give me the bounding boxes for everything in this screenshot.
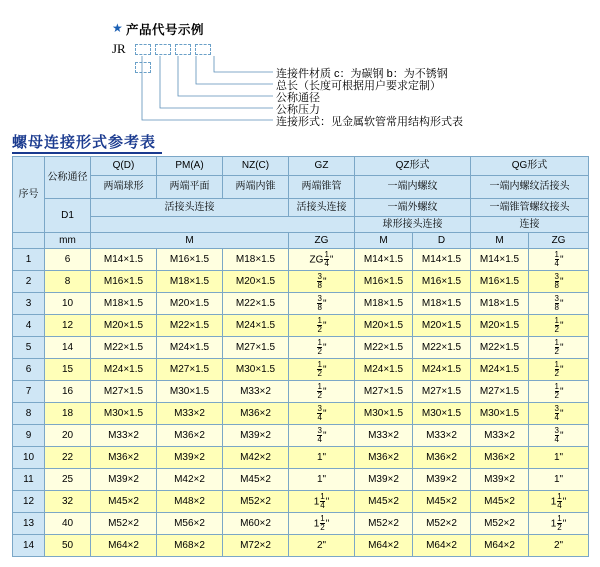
cell-serial: 13 xyxy=(13,513,45,535)
header-code-nz: NZ(C) xyxy=(223,157,289,176)
header-dn-label: 公称通径 xyxy=(45,157,91,199)
cell-gz: 1" xyxy=(289,469,355,491)
cell-nz: M39×2 xyxy=(223,425,289,447)
cell-pm: M48×2 xyxy=(157,491,223,513)
cell-pm: M20×1.5 xyxy=(157,293,223,315)
cell-qz-m: M52×2 xyxy=(355,513,413,535)
header-desc-q: 两端球形 xyxy=(91,176,157,199)
header-blank-span xyxy=(91,217,355,233)
header-unit-zg: ZG xyxy=(289,233,355,249)
cell-qz-m: M45×2 xyxy=(355,491,413,513)
callout-material: 连接件材质 c：为碳钢 b：为不锈钢 xyxy=(276,68,448,80)
header-row-desc xyxy=(13,176,589,199)
header-conn-q-pm-nz: 活接头连接 xyxy=(91,199,289,217)
cell-pm: M22×1.5 xyxy=(157,315,223,337)
cell-qg-zg: $\frac{3}{4}$ " xyxy=(529,425,589,447)
header-unit-serial xyxy=(13,233,45,249)
table-row xyxy=(13,249,589,271)
cell-dn: 18 xyxy=(45,403,91,425)
cell-dn: 20 xyxy=(45,425,91,447)
cell-serial: 8 xyxy=(13,403,45,425)
table-row xyxy=(13,513,589,535)
nut-connection-table xyxy=(12,156,589,557)
cell-qg-zg: 1 $\frac{1}{4}$ " xyxy=(529,491,589,513)
table-row xyxy=(13,293,589,315)
cell-pm: M33×2 xyxy=(157,403,223,425)
header-conn-qg: 连接 xyxy=(471,217,589,233)
cell-gz: $\frac{1}{2}$ " xyxy=(289,315,355,337)
cell-qg-zg: $\frac{1}{2}$ " xyxy=(529,381,589,403)
cell-nz: M72×2 xyxy=(223,535,289,557)
header-unit-qz-d: D xyxy=(413,233,471,249)
product-code-prefix: JR xyxy=(112,41,126,56)
cell-q: M30×1.5 xyxy=(91,403,157,425)
table-row xyxy=(13,469,589,491)
cell-dn: 6 xyxy=(45,249,91,271)
cell-q: M39×2 xyxy=(91,469,157,491)
header-desc2-qg: 一端锥管螺纹接头 xyxy=(471,199,589,217)
cell-serial: 1 xyxy=(13,249,45,271)
cell-gz: $\frac{1}{2}$ " xyxy=(289,381,355,403)
cell-dn: 50 xyxy=(45,535,91,557)
header-row-conn xyxy=(13,199,589,217)
cell-qz-m: M22×1.5 xyxy=(355,337,413,359)
cell-serial: 14 xyxy=(13,535,45,557)
cell-nz: M30×1.5 xyxy=(223,359,289,381)
cell-q: M27×1.5 xyxy=(91,381,157,403)
cell-qz-m: M36×2 xyxy=(355,447,413,469)
cell-dn: 40 xyxy=(45,513,91,535)
cell-q: M24×1.5 xyxy=(91,359,157,381)
cell-nz: M33×2 xyxy=(223,381,289,403)
cell-gz: $\frac{3}{4}$ " xyxy=(289,403,355,425)
cell-serial: 2 xyxy=(13,271,45,293)
cell-dn: 12 xyxy=(45,315,91,337)
cell-nz: M60×2 xyxy=(223,513,289,535)
cell-qg-zg: $\frac{1}{2}$ " xyxy=(529,337,589,359)
cell-serial: 3 xyxy=(13,293,45,315)
cell-qg-zg: 1" xyxy=(529,469,589,491)
cell-pm: M68×2 xyxy=(157,535,223,557)
header-row-codes xyxy=(13,157,589,176)
table-row xyxy=(13,359,589,381)
header-desc-qg: 一端内螺纹活接头 xyxy=(471,176,589,199)
cell-nz: M27×1.5 xyxy=(223,337,289,359)
cell-qz-d: M64×2 xyxy=(413,535,471,557)
header-conn-gz: 活接头连接 xyxy=(289,199,355,217)
cell-serial: 9 xyxy=(13,425,45,447)
cell-nz: M20×1.5 xyxy=(223,271,289,293)
cell-qg-zg: $\frac{1}{2}$ " xyxy=(529,315,589,337)
cell-nz: M52×2 xyxy=(223,491,289,513)
cell-gz: $\frac{3}{8}$ " xyxy=(289,293,355,315)
cell-serial: 10 xyxy=(13,447,45,469)
cell-pm: M24×1.5 xyxy=(157,337,223,359)
cell-qz-m: M30×1.5 xyxy=(355,403,413,425)
cell-q: M16×1.5 xyxy=(91,271,157,293)
header-dn-unit: mm xyxy=(45,233,91,249)
header-unit-qz-m: M xyxy=(355,233,413,249)
cell-serial: 7 xyxy=(13,381,45,403)
cell-q: M14×1.5 xyxy=(91,249,157,271)
cell-qz-d: M45×2 xyxy=(413,491,471,513)
cell-qg-zg: $\frac{3}{4}$ " xyxy=(529,403,589,425)
cell-nz: M18×1.5 xyxy=(223,249,289,271)
callout-nominal-pressure: 公称压力 xyxy=(276,104,320,116)
cell-qg-m: M33×2 xyxy=(471,425,529,447)
cell-nz: M36×2 xyxy=(223,403,289,425)
cell-qg-m: M27×1.5 xyxy=(471,381,529,403)
cell-qg-m: M45×2 xyxy=(471,491,529,513)
nut-connection-table-wrap xyxy=(12,156,588,557)
header-serial: 序号 xyxy=(13,157,45,233)
cell-qg-zg: $\frac{1}{2}$ " xyxy=(529,359,589,381)
cell-dn: 14 xyxy=(45,337,91,359)
cell-nz: M42×2 xyxy=(223,447,289,469)
cell-gz: 1 $\frac{1}{2}$ " xyxy=(289,513,355,535)
cell-pm: M16×1.5 xyxy=(157,249,223,271)
cell-qz-m: M24×1.5 xyxy=(355,359,413,381)
cell-serial: 6 xyxy=(13,359,45,381)
cell-qg-zg: 1" xyxy=(529,447,589,469)
cell-pm: M56×2 xyxy=(157,513,223,535)
header-row-conn2 xyxy=(13,217,589,233)
cell-q: M52×2 xyxy=(91,513,157,535)
header-conn-qz: 球形接头连接 xyxy=(355,217,471,233)
cell-qg-m: M52×2 xyxy=(471,513,529,535)
cell-qz-d: M39×2 xyxy=(413,469,471,491)
cell-qg-zg: $\frac{3}{8}$ " xyxy=(529,271,589,293)
cell-qg-m: M22×1.5 xyxy=(471,337,529,359)
table-row xyxy=(13,271,589,293)
cell-qz-m: M16×1.5 xyxy=(355,271,413,293)
cell-qz-d: M14×1.5 xyxy=(413,249,471,271)
cell-q: M45×2 xyxy=(91,491,157,513)
cell-pm: M39×2 xyxy=(157,447,223,469)
cell-qz-d: M52×2 xyxy=(413,513,471,535)
product-code-legend xyxy=(0,0,600,128)
cell-qz-m: M18×1.5 xyxy=(355,293,413,315)
cell-qz-d: M36×2 xyxy=(413,447,471,469)
section-title-underline xyxy=(12,152,162,154)
callout-connection-type: 连接形式：见金属软管常用结构形式表 xyxy=(276,116,463,128)
table-row xyxy=(13,425,589,447)
cell-gz: 2" xyxy=(289,535,355,557)
cell-dn: 8 xyxy=(45,271,91,293)
cell-qg-m: M64×2 xyxy=(471,535,529,557)
cell-qz-d: M24×1.5 xyxy=(413,359,471,381)
cell-pm: M18×1.5 xyxy=(157,271,223,293)
cell-dn: 10 xyxy=(45,293,91,315)
cell-gz: $\frac{3}{4}$ " xyxy=(289,425,355,447)
header-code-qz: QZ形式 xyxy=(355,157,471,176)
cell-qz-m: M27×1.5 xyxy=(355,381,413,403)
cell-gz: $\frac{1}{2}$ " xyxy=(289,337,355,359)
cell-qz-m: M33×2 xyxy=(355,425,413,447)
cell-pm: M36×2 xyxy=(157,425,223,447)
cell-dn: 22 xyxy=(45,447,91,469)
header-desc-qz: 一端内螺纹 xyxy=(355,176,471,199)
cell-dn: 25 xyxy=(45,469,91,491)
cell-qg-m: M14×1.5 xyxy=(471,249,529,271)
header-unit-m: M xyxy=(91,233,289,249)
cell-dn: 15 xyxy=(45,359,91,381)
header-row-units xyxy=(13,233,589,249)
cell-serial: 4 xyxy=(13,315,45,337)
header-desc-pm: 两端平面 xyxy=(157,176,223,199)
cell-qz-m: M14×1.5 xyxy=(355,249,413,271)
cell-qg-m: M36×2 xyxy=(471,447,529,469)
table-row xyxy=(13,381,589,403)
cell-qz-d: M20×1.5 xyxy=(413,315,471,337)
cell-serial: 11 xyxy=(13,469,45,491)
cell-qg-m: M30×1.5 xyxy=(471,403,529,425)
header-unit-qg-m: M xyxy=(471,233,529,249)
cell-qg-zg: $\frac{3}{8}$ " xyxy=(529,293,589,315)
header-code-gz: GZ xyxy=(289,157,355,176)
cell-qz-d: M18×1.5 xyxy=(413,293,471,315)
cell-nz: M24×1.5 xyxy=(223,315,289,337)
cell-qz-d: M27×1.5 xyxy=(413,381,471,403)
header-code-qg: QG形式 xyxy=(471,157,589,176)
header-unit-qg-zg: ZG xyxy=(529,233,589,249)
table-head xyxy=(13,157,589,249)
callout-total-length: 总长（长度可根据用户要求定制） xyxy=(276,80,441,92)
cell-gz: $\frac{1}{2}$ " xyxy=(289,359,355,381)
header-desc2-qz: 一端外螺纹 xyxy=(355,199,471,217)
cell-q: M20×1.5 xyxy=(91,315,157,337)
cell-nz: M45×2 xyxy=(223,469,289,491)
cell-gz: 1" xyxy=(289,447,355,469)
cell-serial: 12 xyxy=(13,491,45,513)
cell-qg-zg: 1 $\frac{1}{2}$ " xyxy=(529,513,589,535)
cell-pm: M42×2 xyxy=(157,469,223,491)
cell-qz-d: M30×1.5 xyxy=(413,403,471,425)
cell-q: M36×2 xyxy=(91,447,157,469)
cell-qz-d: M22×1.5 xyxy=(413,337,471,359)
cell-q: M18×1.5 xyxy=(91,293,157,315)
header-code-pm: PM(A) xyxy=(157,157,223,176)
cell-pm: M27×1.5 xyxy=(157,359,223,381)
legend-title: 产品代号示例 xyxy=(126,23,205,37)
cell-qg-zg: $\frac{1}{4}$ " xyxy=(529,249,589,271)
section-title: 螺母连接形式参考表 xyxy=(12,134,157,151)
table-row xyxy=(13,337,589,359)
cell-qg-m: M18×1.5 xyxy=(471,293,529,315)
header-code-q: Q(D) xyxy=(91,157,157,176)
cell-qg-m: M20×1.5 xyxy=(471,315,529,337)
cell-q: M33×2 xyxy=(91,425,157,447)
cell-qg-m: M16×1.5 xyxy=(471,271,529,293)
cell-qz-d: M16×1.5 xyxy=(413,271,471,293)
cell-q: M22×1.5 xyxy=(91,337,157,359)
callout-nominal-diameter: 公称通径 xyxy=(276,92,320,104)
header-desc-nz: 两端内锥 xyxy=(223,176,289,199)
cell-nz: M22×1.5 xyxy=(223,293,289,315)
cell-q: M64×2 xyxy=(91,535,157,557)
header-dn-sub: D1 xyxy=(45,199,91,233)
table-row xyxy=(13,403,589,425)
cell-qz-m: M39×2 xyxy=(355,469,413,491)
star-icon: ★ xyxy=(112,21,123,35)
table-row xyxy=(13,447,589,469)
table-row xyxy=(13,535,589,557)
cell-dn: 32 xyxy=(45,491,91,513)
cell-dn: 16 xyxy=(45,381,91,403)
cell-gz: $\frac{3}{8}$ " xyxy=(289,271,355,293)
cell-serial: 5 xyxy=(13,337,45,359)
cell-qg-m: M24×1.5 xyxy=(471,359,529,381)
cell-qz-m: M20×1.5 xyxy=(355,315,413,337)
cell-gz: ZG $\frac{1}{4}$ " xyxy=(289,249,355,271)
table-row xyxy=(13,491,589,513)
header-desc-gz: 两端锥管 xyxy=(289,176,355,199)
cell-qz-d: M33×2 xyxy=(413,425,471,447)
table-body xyxy=(13,249,589,557)
cell-qz-m: M64×2 xyxy=(355,535,413,557)
table-row xyxy=(13,315,589,337)
cell-gz: 1 $\frac{1}{4}$ " xyxy=(289,491,355,513)
cell-qg-zg: 2" xyxy=(529,535,589,557)
cell-qg-m: M39×2 xyxy=(471,469,529,491)
cell-pm: M30×1.5 xyxy=(157,381,223,403)
